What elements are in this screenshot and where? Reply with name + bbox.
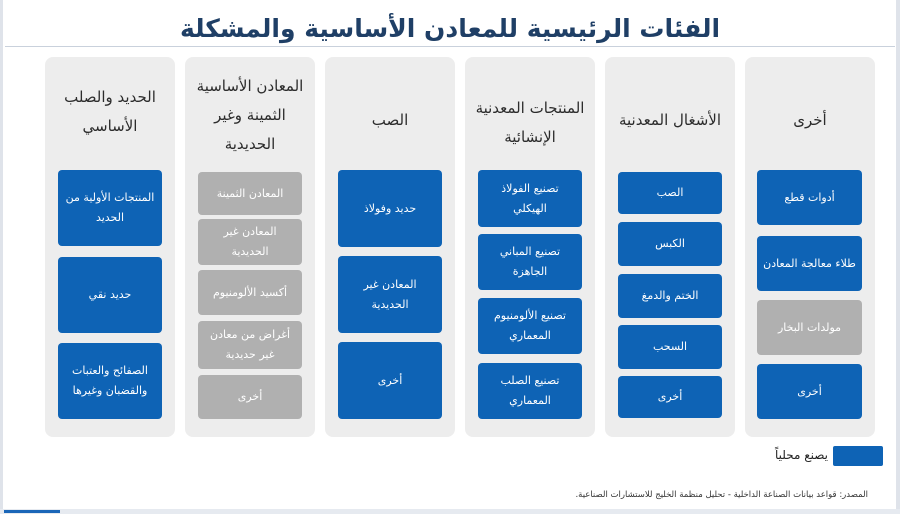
category-column-iron-steel (45, 57, 175, 437)
subcategory-box: تصنيع الفولاذ الهيكلي (478, 170, 582, 227)
subcategory-box: طلاء معالجة المعادن (757, 236, 862, 291)
legend-label: يصنع محلياً (775, 448, 828, 462)
subcategory-box: الكبس (618, 222, 722, 266)
title-divider (5, 46, 895, 47)
subcategory-box: تصنيع الألومنيوم المعماري (478, 298, 582, 354)
subcategory-box: المعادن الثمينة (198, 172, 302, 215)
frame-bottom-border (0, 509, 900, 514)
subcategory-box: الختم والدمغ (618, 274, 722, 318)
subcategory-box: حديد نقي (58, 257, 162, 333)
category-header: أخرى (793, 110, 827, 129)
subcategory-box: حديد وفولاذ (338, 170, 442, 247)
category-header: الصب (371, 110, 409, 129)
legend-swatch (833, 446, 883, 466)
subcategory-box: أخرى (618, 376, 722, 418)
subcategory-box: أكسيد الألومنيوم (198, 270, 302, 315)
subcategory-box: المنتجات الأولية من الحديد (58, 170, 162, 246)
source-note: المصدر: قواعد بيانات الصناعة الداخلية - تحليل منظمة الخليج للاستشارات الصناعية. (575, 490, 868, 500)
category-column-casting (325, 57, 455, 437)
subcategory-box: الصفائح والعتبات والقضبان وغيرها (58, 343, 162, 419)
category-header: الأشغال المعدنية (618, 110, 722, 129)
category-header: المنتجات المعدنية الإنشائية (475, 99, 585, 146)
subcategory-box: أغراض من معادن غير حديدية (198, 321, 302, 369)
subcategory-box: تصنيع الصلب المعماري (478, 363, 582, 419)
category-column-metalwork (605, 57, 735, 437)
subcategory-box: الصب (618, 172, 722, 214)
subcategory-box: أخرى (757, 364, 862, 419)
category-column-precious (185, 57, 315, 437)
frame-right-border (896, 0, 900, 514)
subcategory-box: أخرى (338, 342, 442, 419)
category-column-structural (465, 57, 595, 437)
subcategory-box: السحب (618, 325, 722, 369)
category-header: الحديد والصلب الأساسي (64, 88, 156, 135)
subcategory-box: أدوات قطع (757, 170, 862, 225)
diagram-title: الفئات الرئيسية للمعادن الأساسية والمشكلة (179, 14, 721, 43)
subcategory-box: تصنيع المباني الجاهزة (478, 234, 582, 290)
subcategory-box: المعادن غير الحديدية (338, 256, 442, 333)
subcategory-box: أخرى (198, 375, 302, 419)
subcategory-box: المعادن غير الحديدية (198, 219, 302, 265)
category-column-other (745, 57, 875, 437)
category-header: المعادن الأساسية الثمينة وغير الحديدية (196, 76, 304, 153)
subcategory-box: مولدات البخار (757, 300, 862, 355)
frame-left-border (0, 0, 3, 514)
frame-bottom-accent (4, 510, 60, 513)
